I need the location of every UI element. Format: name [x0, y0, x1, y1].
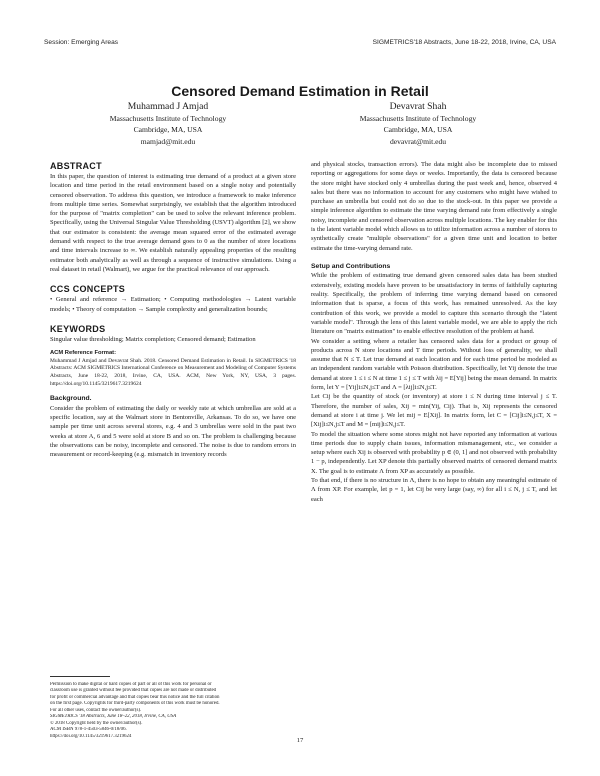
body-paragraph: To model the situation where some stores might not have reported any information at various time periods due to supply chain issues, information mismanagement, etc., we consider a setup where each Xij is observed with probability p ∈ (0, 1] and not observed with probability 1 − p, independently. Let XP denote this partially observed matrix of censored demand matrix X. The goal is to estimate Λ from XP as accurately as possible. — [311, 430, 557, 475]
abstract-heading: ABSTRACT — [50, 161, 102, 171]
page-number: 17 — [296, 737, 304, 744]
running-header — [44, 39, 556, 49]
copyright-line: ACM ISBN 978-1-4503-5846-0/18/06. — [50, 727, 127, 733]
body-paragraph: To that end, if there is no structure in Λ, there is no hope to obtain any meaningful estimate of Λ from XP. For example, let p = 1, let Cij be very large (say, ∞) for all i ≤ N, j ≤ T, and let each — [311, 477, 557, 503]
copyright-line: SIGMETRICS '18 Abstracts, June 18–22, 2018, Irvine, CA, USA — [50, 714, 177, 720]
keywords-heading: KEYWORDS — [50, 323, 106, 334]
right-column — [311, 160, 557, 504]
body-paragraph: While the problem of estimating true demand given censored sales data has been studied extensively, existing models have proven to be unsatisfactory in terms of faithfully capturing reality. Specifically, the problem of inferring time varying demand based on censored information that is sparse, a focus of this work, has remained unresolved. As the key contribution of this work, we provide a model to capture this scenario through the "latent variable model". Through the lens of this latent variable model, we are able to apply the rich literature on "matrix estimation" to enable effective resolution of the problem at hand. — [311, 272, 557, 336]
background-text: Consider the problem of estimating the daily or weekly rate at which umbrellas are sold at a specific location, say at the Walmart store in Bentonville, Arkansas. To do so, we have one sample per time unit across several stores, e.g. 4 and 3 umbrellas were sold in the past two weeks at store A, 6 and 5 were sold at store B and so on. The problem is challenging because the observations can be noisy, incomplete and censored. The noise is due to random errors in measurement or record-keeping (e.g. mismatch in inventory records — [50, 404, 296, 459]
left-column — [50, 160, 296, 459]
session-label: Session: Emerging Areas — [44, 39, 119, 46]
copyright-line: Permission to make digital or hard copies of part or all of this work for personal or — [50, 682, 212, 687]
abstract-text: In this paper, the question of interest is estimating true demand of a product at a given store location and time period in the retail environment based on a single noisy and potentially censored observation. To address this question, we introduce a framework to make inference from multiple time series. Somewhat surprisingly, we establish that the algorithm introduced for the purpose of "matrix completion" can be used to solve the relevant inference problem. Specifically, using the Universal Singular Value Thresholding (USVT) algorithm [2], we show that our estimator is consistent: the average mean squared error of the estimated average demand with respect to the true average demand goes to 0 as the number of store locations and time intervals increase to ∞. We establish naturally appealing properties of the resulting estimator both analytically as well as through a sequence of instructive simulations. Using a real dataset in retail (Walmart), we argue for the practical relevance of our approach. — [50, 173, 296, 273]
reference-format-heading: ACM Reference Format: — [50, 350, 117, 357]
copyright-line: classroom use is granted without fee provided that copies are not made or distributed — [50, 688, 217, 694]
author-block-1 — [68, 101, 268, 147]
ccs-text: • General and reference → Estimation; • Computing methodologies → Latent variable models; • Theory of computation → Sample complexity and generalization bounds; — [50, 296, 296, 313]
background-heading: Background. — [50, 395, 92, 403]
author-name: Devavrat Shah — [389, 101, 447, 112]
copyright-line: © 2018 Copyright held by the owner/author(s). — [50, 720, 143, 726]
keywords-text: Singular value thresholding; Matrix completion; Censored demand; Estimation — [50, 335, 256, 343]
copyright-line: for profit or commercial advantage and that copies bear this notice and the full citation — [50, 694, 220, 700]
reference-format-text: Muhammad J Amjad and Devavrat Shah. 2018. Censored Demand Estimation in Retail. In SIGMETRICS '18 Abstracts: ACM SIGMETRICS International Conference on Measurement and Modeling of Computer Systems Abstracts, June 18-22, 2018, Irvine, CA, USA. ACM, New York, NY, USA, 3 pages. https://doi.org/10.1145/3219617.3219624 — [50, 357, 296, 387]
copyright-line: on the first page. Copyrights for third-party components of this work must be honored. — [50, 701, 220, 707]
ccs-heading: CCS CONCEPTS — [50, 284, 126, 295]
author-email: devavrat@mit.edu — [389, 136, 447, 146]
body-paragraph: Let Cij be the quantity of stock (or inventory) at store i ≤ N during time interval j ≤ T. Therefore, the number of sales, Xij = min(Yij, Cij). That is, Xij represents the censored demand at store i at time j. We let mij = E[Xij]. In matrix form, let C = [Cij]i≤N,j≤T, X = [Xij]i≤N,j≤T and M = [mij]i≤N,j≤T. — [311, 393, 557, 429]
setup-heading: Setup and Contributions — [311, 262, 391, 270]
author-location: Cambridge, MA, USA — [383, 125, 453, 135]
copyright-block — [50, 676, 296, 740]
venue-label: SIGMETRICS'18 Abstracts, June 18-22, 2018, Irvine, CA, USA — [372, 39, 556, 46]
author-email: mamjad@mit.edu — [140, 136, 196, 146]
footnote-rule — [50, 676, 110, 677]
author-affiliation: Massachusetts Institute of Technology — [359, 114, 477, 123]
author-block-2 — [318, 101, 518, 147]
author-location: Cambridge, MA, USA — [133, 125, 203, 135]
author-affiliation: Massachusetts Institute of Technology — [109, 114, 227, 123]
author-name: Muhammad J Amjad — [127, 101, 209, 112]
body-paragraph: We consider a setting where a retailer has censored sales data for a product or group of products across N store locations and T time periods. Without loss of generality, we shall assume that N ≤ T. Let true demand at each location and for each time period be modeled as an independent random variable with Poisson distribution. Specifically, let Yij denote the true demand at store 1 ≤ i ≤ N at time 1 ≤ j ≤ T with λij = E[Yij] being the mean demand. In matrix form, let Y = [Yij]i≤N,j≤T and Λ = [λij]i≤N,j≤T. — [311, 337, 557, 392]
doi-link[interactable]: https://doi.org/10.1145/3219617.3219624 — [50, 733, 132, 739]
copyright-line: For all other uses, contact the owner/author(s). — [50, 707, 142, 713]
paper-title: Censored Demand Estimation in Retail — [171, 83, 429, 99]
body-paragraph: and physical stocks, transaction errors). The data might also be incomplete due to missed reporting or aggregations for some days or weeks. Importantly, the data is censored because the store might have stocked only 4 umbrellas during the past week and, hence, observed 4 sales but there was no information to account for any customers who might have wished to purchase an umbrella but could not do so due to the stock-out. In this paper we provide a simple inference algorithm to estimate the time varying demand rate from effectively a single noisy, incomplete and censored observation across multiple locations. The key enabler for this is the latent variable model which allows us to utilize information across a number of stores to synthetically create "multiple observations" for a given time unit and location to better estimate the time-varying demand rate. — [311, 161, 557, 252]
